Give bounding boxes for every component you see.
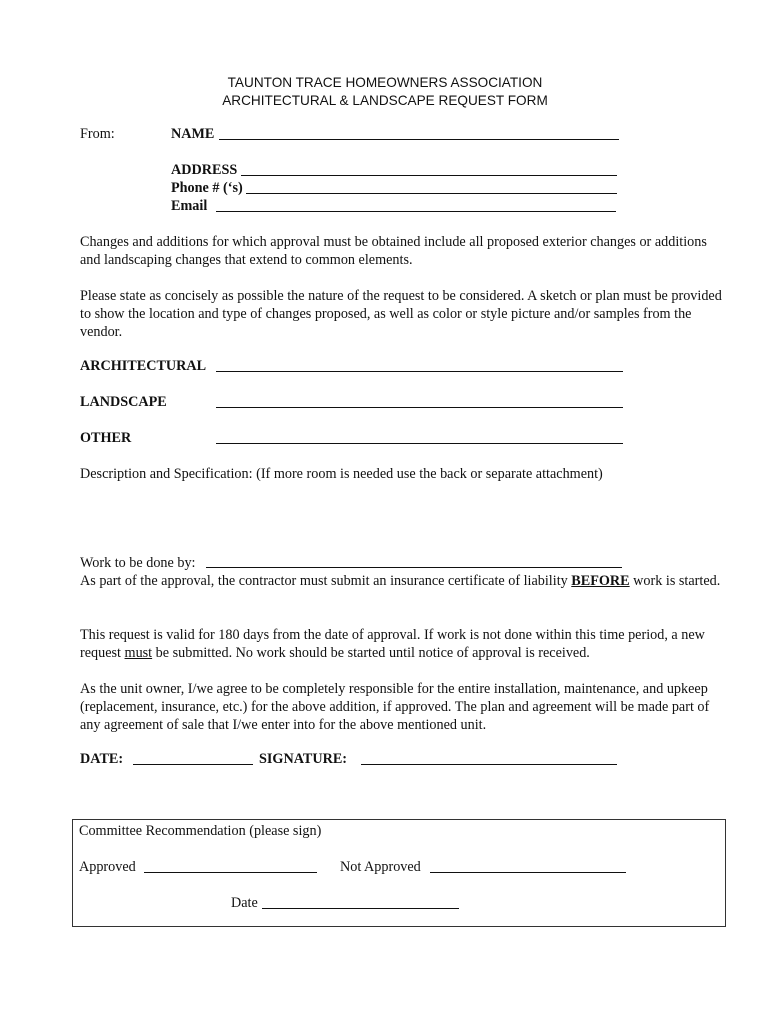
name-label: NAME [171,126,215,142]
name-field[interactable] [219,139,619,140]
phone-field[interactable] [246,193,617,194]
other-label: OTHER [80,430,132,446]
landscape-label: LANDSCAPE [80,394,167,410]
committee-date-field[interactable] [262,908,459,909]
description-area[interactable] [80,486,730,548]
email-label: Email [171,198,208,214]
committee-title: Committee Recommendation (please sign) [79,823,322,839]
not-approved-field[interactable] [430,872,626,873]
not-approved-label: Not Approved [340,859,421,875]
insurance-emphasis: BEFORE [571,573,630,589]
architectural-label: ARCHITECTURAL [80,358,207,374]
form-title [0,74,770,110]
description-label: Description and Specification: (If more room is needed use the back or separate attachment) [80,466,603,482]
architectural-field[interactable] [216,371,623,372]
address-field[interactable] [241,175,617,176]
work-label: Work to be done by: [80,555,196,571]
other-field[interactable] [216,443,623,444]
insurance-text-end: work is started. [629,573,721,589]
landscape-field[interactable] [216,407,623,408]
changes-paragraph: Changes and additions for which approval must be obtained include all proposed exterior changes or additions and landscaping changes that extend to common elements. [80,234,707,268]
validity-text-end: be submitted. No work should be started until notice of approval is received. [152,645,590,661]
instructions-paragraph: Please state as concisely as possible the nature of the request to be considered. A sketch or plan must be provided to show the location and type of changes proposed, as well as color or style picture and/or samples from the vendor. [80,288,722,340]
work-field[interactable] [206,567,622,568]
committee-date-label: Date [231,895,258,911]
owner-statement: As the unit owner, I/we agree to be completely responsible for the entire installation, maintenance, and upkeep (replacement, insurance, etc.) for the above addition, if approved. The plan and agreement will be made part of any agreement of sale that I/we enter into for the above mentioned unit. [80,681,710,733]
from-label: From: [80,126,115,142]
insurance-paragraph [80,572,730,590]
association-name: TAUNTON TRACE HOMEOWNERS ASSOCIATION [227,75,543,90]
validity-paragraph [80,626,730,662]
phone-label: Phone # (‘s) [171,180,243,196]
form-name: ARCHITECTURAL & LANDSCAPE REQUEST FORM [222,93,548,108]
date-field[interactable] [133,764,253,765]
validity-emphasis: must [124,645,153,661]
insurance-text: As part of the approval, the contractor must submit an insurance certificate of liability [80,573,572,589]
address-label: ADDRESS [171,162,238,178]
date-label: DATE: [80,751,124,767]
approved-label: Approved [79,859,136,875]
approved-field[interactable] [144,872,317,873]
email-field[interactable] [216,211,616,212]
signature-label: SIGNATURE: [259,751,348,767]
validity-text: This request is valid for 180 days from the date of approval. If work is not done within this time period, a new request [80,627,705,661]
signature-field[interactable] [361,764,617,765]
